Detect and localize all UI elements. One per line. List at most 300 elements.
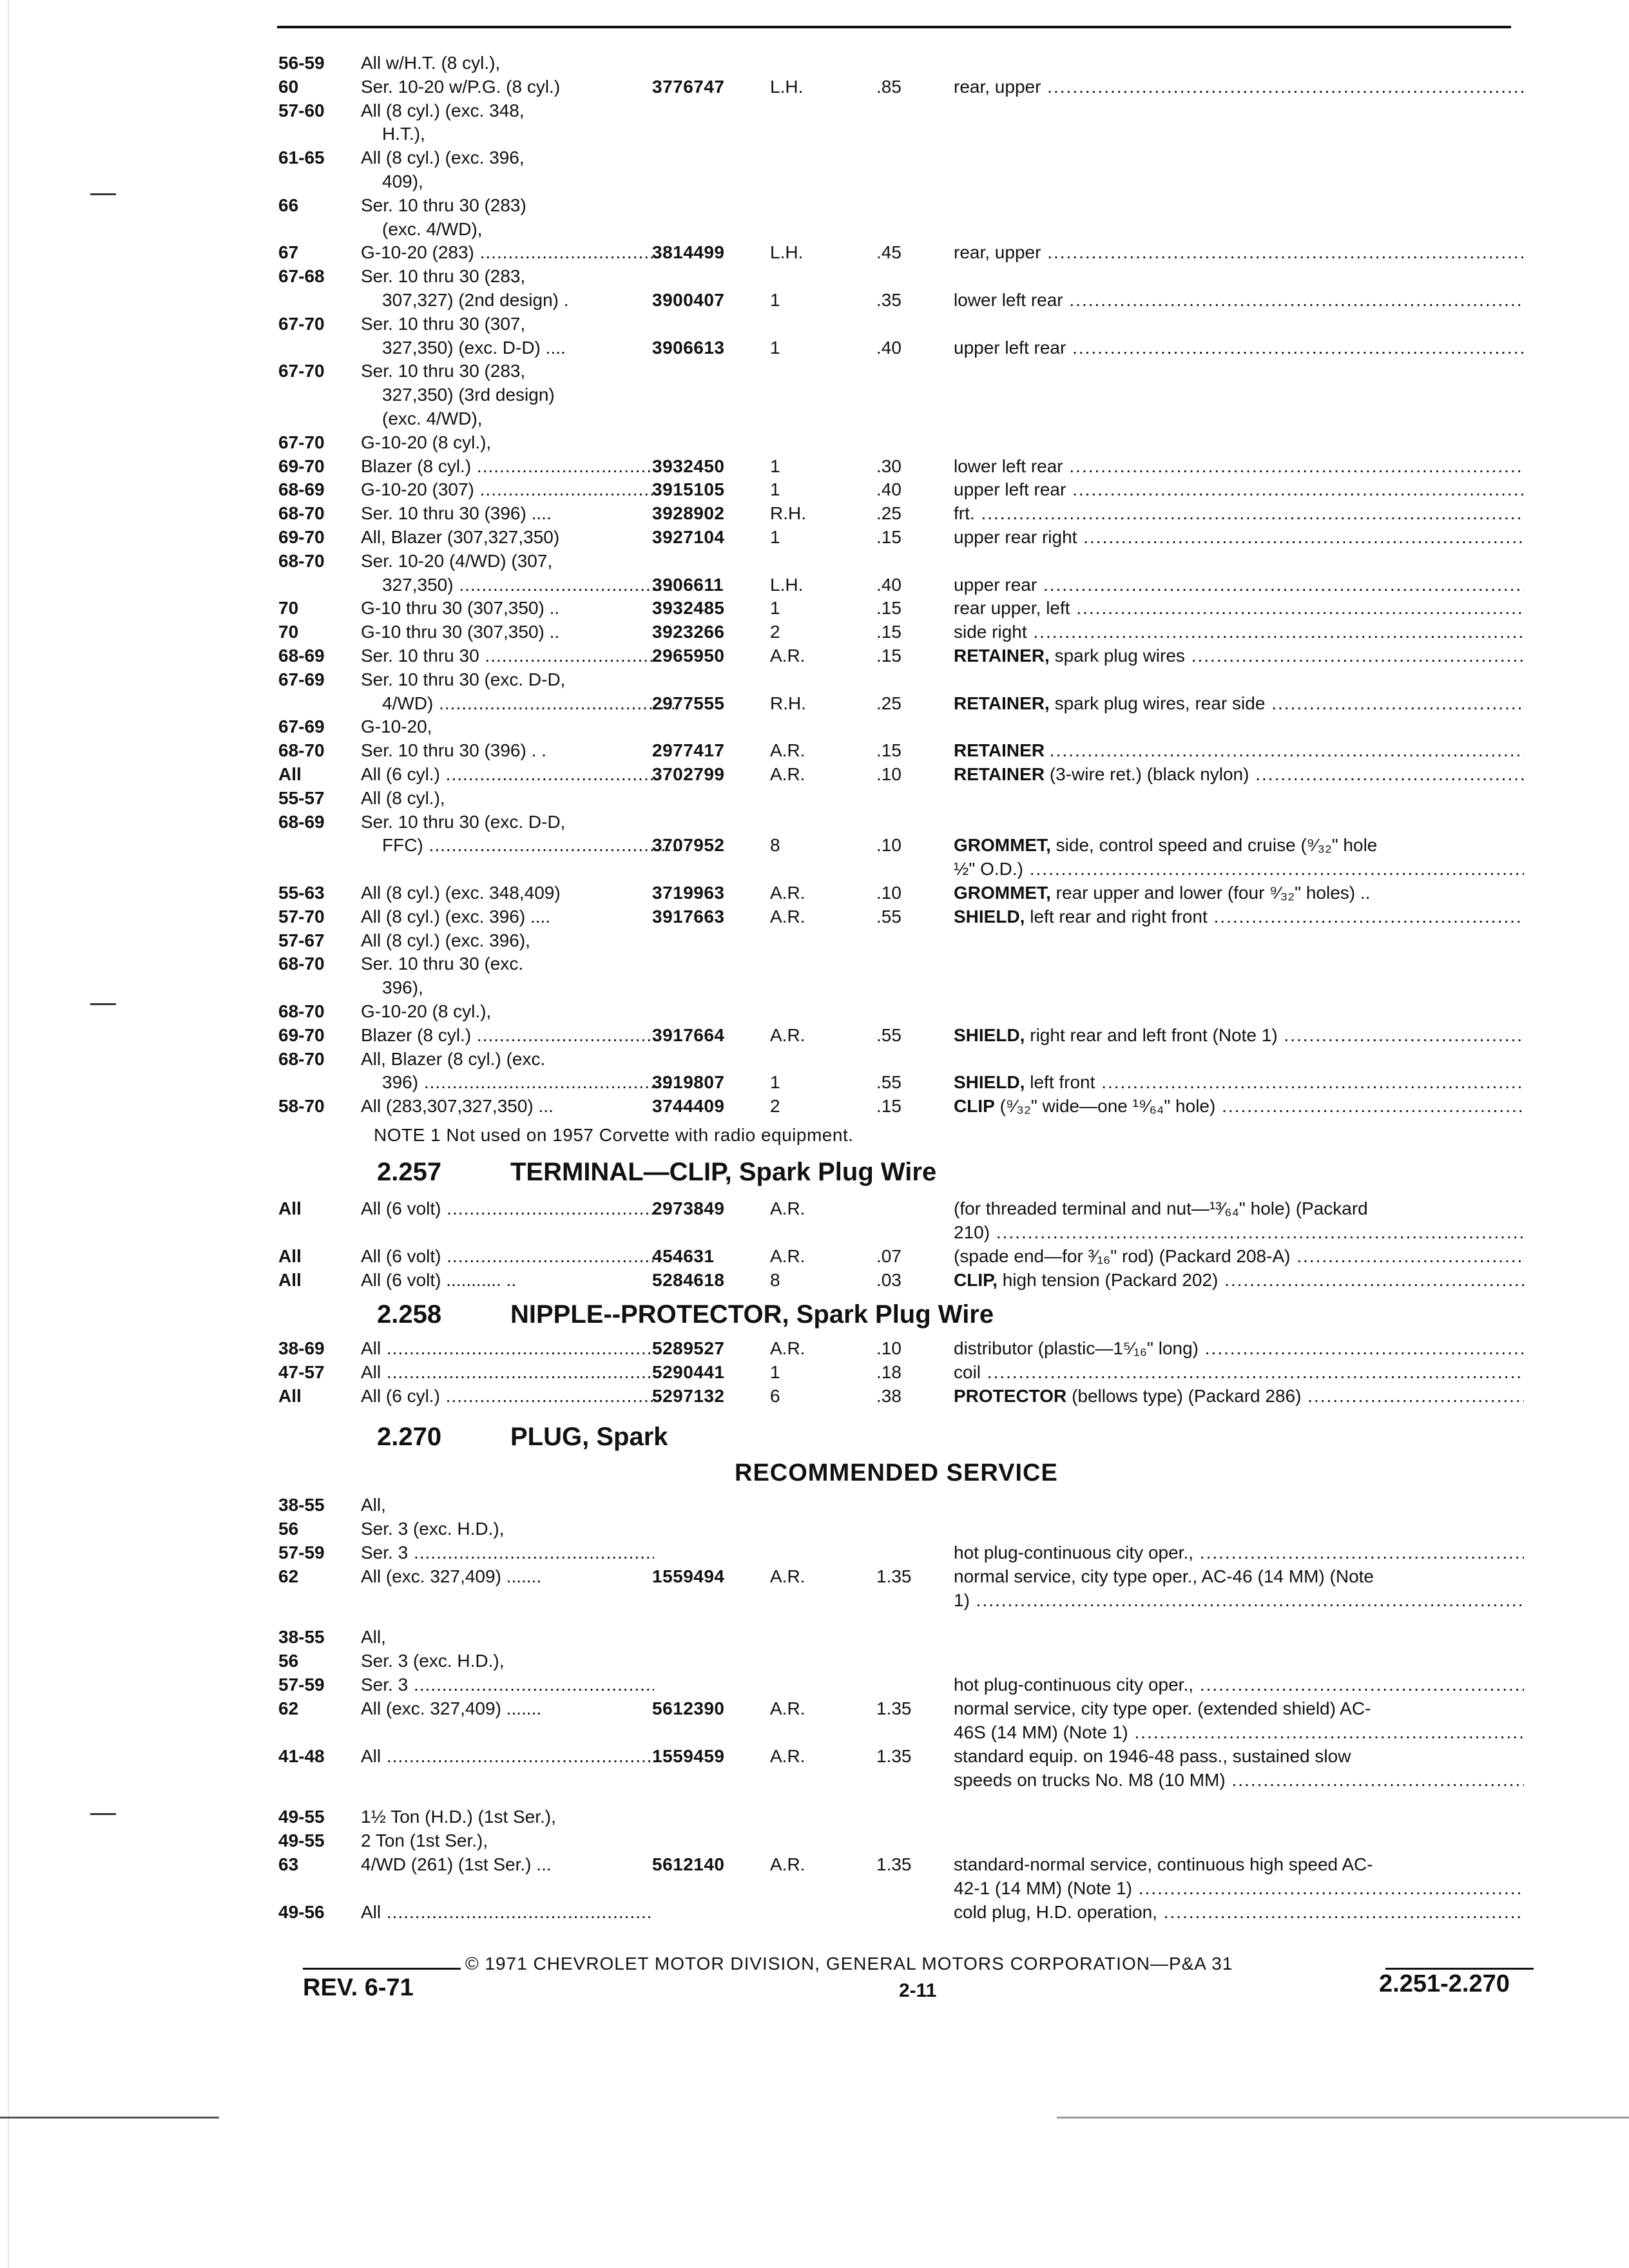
model-application: G-10 thru 30 (307,350) .. <box>361 622 560 642</box>
part-number: 5297132 <box>652 1386 725 1406</box>
model-application: G-10 thru 30 (307,350) .. <box>361 598 560 619</box>
model-application: Ser. 10-20 (4/WD) (307, <box>361 550 553 571</box>
part-number: 3702799 <box>652 764 725 784</box>
year-range: All <box>278 1386 302 1406</box>
list-price: .15 <box>876 740 901 761</box>
year-range: 63 <box>278 1854 299 1874</box>
quantity: 2 <box>770 1096 780 1117</box>
table-row <box>0 1541 1629 1564</box>
model-application: All, <box>361 1495 386 1515</box>
description-text: rear, upper <box>954 242 1041 263</box>
part-description <box>954 502 1524 525</box>
model-application: G-10-20 (283) ..... <box>361 241 654 264</box>
year-range: 70 <box>278 598 299 619</box>
quantity: 1 <box>770 456 780 476</box>
part-name: GROMMET, <box>954 883 1051 903</box>
description-text: rear upper, left <box>954 598 1070 619</box>
quantity: 1 <box>770 598 780 619</box>
table-row <box>0 1649 1629 1673</box>
model-application: All (8 cyl.) (exc. 396), <box>361 930 530 950</box>
section-2-257-number: 2.257 <box>377 1158 442 1186</box>
model-application: Ser. 3 (exc. H.D.), <box>361 1519 505 1539</box>
quantity: A.R. <box>770 646 805 666</box>
part-name: CLIP, <box>954 1270 998 1290</box>
list-price: .40 <box>876 337 901 358</box>
table-row <box>0 881 1629 905</box>
list-price: .10 <box>876 883 901 903</box>
year-range: 68-70 <box>278 740 325 761</box>
quantity: 1 <box>770 479 780 500</box>
model-application: Ser. 10-20 w/P.G. (8 cyl.) <box>361 76 561 97</box>
model-application: All (6 cyl.) ..... <box>361 1385 654 1408</box>
recommended-service-heading: RECOMMENDED SERVICE <box>735 1459 1058 1486</box>
model-application: All ..... <box>361 1901 654 1924</box>
section-2-258-number: 2.258 <box>377 1300 442 1329</box>
table-row <box>0 1673 1629 1696</box>
part-description <box>954 1589 1524 1612</box>
section-2-257-title: TERMINAL—CLIP, Spark Plug Wire <box>510 1158 937 1186</box>
table-row <box>0 526 1629 549</box>
model-application: 327,350) (3rd design) <box>382 385 555 405</box>
year-range: 67 <box>278 242 299 263</box>
footer-page-number: 2-11 <box>899 1980 937 2001</box>
table-row <box>0 550 1629 573</box>
part-description <box>954 1245 1524 1268</box>
part-description <box>954 1901 1524 1924</box>
part-number: 3923266 <box>652 622 725 642</box>
year-range: 57-59 <box>278 1675 325 1695</box>
part-description <box>954 1361 1524 1384</box>
part-name: PROTECTOR <box>954 1386 1067 1406</box>
year-range: 49-56 <box>278 1902 325 1922</box>
quantity: A.R. <box>770 1698 805 1718</box>
table-row <box>0 75 1629 99</box>
year-range: 68-70 <box>278 1048 325 1069</box>
part-number: 5612140 <box>652 1854 725 1874</box>
part-description <box>954 1024 1524 1047</box>
list-price: 1.35 <box>876 1854 912 1874</box>
table-row <box>0 668 1629 691</box>
year-range: All <box>278 764 302 784</box>
description-text: hot plug-continuous city oper., <box>954 1542 1194 1562</box>
model-application: Ser. 3 ..... <box>361 1673 654 1696</box>
year-range: 56 <box>278 1519 299 1539</box>
table-row <box>0 952 1629 975</box>
year-range: 68-70 <box>278 503 325 524</box>
part-description <box>954 1769 1524 1792</box>
quantity: 6 <box>770 1386 780 1406</box>
part-name: CLIP <box>954 1096 995 1117</box>
part-name: GROMMET, <box>954 835 1051 856</box>
quantity: A.R. <box>770 740 805 761</box>
list-price: .40 <box>876 574 901 595</box>
model-application: G-10-20 (307) ..... <box>361 478 654 501</box>
year-range: 66 <box>278 195 299 215</box>
table-row <box>0 929 1629 952</box>
part-description <box>954 644 1524 668</box>
model-application: All (8 cyl.) (exc. 348, <box>361 100 525 120</box>
model-application: 327,350) ..... <box>382 573 675 597</box>
table-row <box>0 787 1629 810</box>
model-application: 4/WD (261) (1st Ser.) ... <box>361 1854 552 1874</box>
model-application: All (8 cyl.) (exc. 396, <box>361 148 525 168</box>
year-range: 70 <box>278 622 299 642</box>
table-row <box>0 194 1629 217</box>
description-text: cold plug, H.D. operation, <box>954 1902 1157 1922</box>
part-number: 3719963 <box>652 883 725 903</box>
part-description <box>954 1853 1524 1876</box>
list-price: .45 <box>876 242 901 263</box>
part-description <box>954 1221 1524 1244</box>
description-text: ½" O.D.) <box>954 859 1023 879</box>
list-price: .10 <box>876 1338 901 1358</box>
table-row <box>0 502 1629 525</box>
part-description <box>954 597 1524 620</box>
quantity: L.H. <box>770 76 804 97</box>
list-price: .25 <box>876 693 901 713</box>
part-number: 1559494 <box>652 1566 725 1586</box>
table-row <box>0 1024 1629 1047</box>
list-price: .03 <box>876 1270 901 1290</box>
list-price: 1.35 <box>876 1746 912 1766</box>
table-row <box>0 715 1629 738</box>
top-rule <box>277 26 1511 28</box>
quantity: 1 <box>770 337 780 358</box>
description-text: normal service, city type oper. (extended shield) AC- <box>954 1698 1371 1718</box>
table-row <box>0 360 1629 383</box>
list-price: .38 <box>876 1386 901 1406</box>
quantity: A.R. <box>770 1854 805 1874</box>
quantity: A.R. <box>770 1566 805 1586</box>
model-application: Ser. 10 thru 30 (exc. <box>361 954 524 974</box>
table-row <box>0 99 1629 122</box>
section-2-270-number: 2.270 <box>377 1423 442 1451</box>
year-range: 68-70 <box>278 1001 325 1021</box>
year-range: 56-59 <box>278 53 325 73</box>
year-range: 68-70 <box>278 550 325 571</box>
list-price: .15 <box>876 646 901 666</box>
model-application: Ser. 3 (exc. H.D.), <box>361 1651 505 1671</box>
year-range: 38-69 <box>278 1338 325 1358</box>
model-application: 409), <box>382 171 423 191</box>
model-application: Ser. 10 thru 30 (283) <box>361 195 526 215</box>
quantity: R.H. <box>770 503 806 524</box>
quantity: A.R. <box>770 1246 805 1266</box>
model-application: Ser. 10 thru 30 (exc. D-D, <box>361 669 566 689</box>
description-text: 210) <box>954 1222 990 1242</box>
part-description <box>954 289 1524 312</box>
description-text: normal service, city type oper., AC-46 (14 MM) (Note <box>954 1566 1374 1586</box>
year-range: 61-65 <box>278 148 325 168</box>
description-text: speeds on trucks No. M8 (10 MM) <box>954 1770 1226 1790</box>
list-price: .15 <box>876 622 901 642</box>
part-description <box>954 1269 1524 1292</box>
note-1: NOTE 1 Not used on 1957 Corvette with radio equipment. <box>374 1125 854 1145</box>
year-range: 57-70 <box>278 906 325 927</box>
model-application: (exc. 4/WD), <box>382 218 483 239</box>
table-row <box>0 763 1629 786</box>
part-number: 1559459 <box>652 1746 725 1766</box>
part-number: 2977555 <box>652 693 725 713</box>
table-row <box>0 1721 1629 1744</box>
year-range: 67-69 <box>278 716 325 737</box>
part-description <box>954 881 1524 905</box>
table-row <box>0 905 1629 928</box>
table-row <box>0 1494 1629 1517</box>
part-number: 3906611 <box>652 574 724 595</box>
part-name: SHIELD, <box>954 906 1025 927</box>
part-description <box>954 1337 1524 1360</box>
description-text: upper left rear <box>954 337 1066 358</box>
table-row <box>0 52 1629 75</box>
part-number: 3927104 <box>652 527 725 547</box>
part-name: RETAINER <box>954 740 1045 761</box>
part-number: 3906613 <box>652 337 725 358</box>
part-description <box>954 1877 1524 1900</box>
part-description <box>954 1541 1524 1564</box>
description-text: left front <box>1030 1072 1095 1093</box>
part-description <box>954 1197 1524 1220</box>
part-number: 454631 <box>652 1246 715 1266</box>
table-row <box>0 265 1629 288</box>
description-text: rear, upper <box>954 76 1041 97</box>
part-name: RETAINER, <box>954 693 1050 713</box>
model-application: All (6 volt) ..... <box>361 1197 654 1220</box>
description-text: lower left rear <box>954 290 1063 310</box>
year-range: 57-59 <box>278 1542 325 1562</box>
description-text: (⁹⁄₃₂" wide—one ¹⁹⁄₆₄" hole) <box>999 1096 1216 1117</box>
model-application: FFC) ..... <box>382 834 675 857</box>
year-range: 68-69 <box>278 646 325 666</box>
year-range: 62 <box>278 1698 299 1718</box>
part-number: 3707952 <box>652 835 725 856</box>
bottom-rule-left <box>0 2117 219 2119</box>
description-text: left rear and right front <box>1030 906 1208 927</box>
year-range: 67-69 <box>278 669 325 689</box>
table-row <box>0 1901 1629 1924</box>
table-row <box>0 1697 1629 1720</box>
year-range: All <box>278 1270 302 1290</box>
year-range: 67-70 <box>278 361 325 381</box>
part-description <box>954 75 1524 99</box>
quantity: 1 <box>770 1072 780 1093</box>
table-row <box>0 336 1629 360</box>
table-row <box>0 1829 1629 1852</box>
year-range: 69-70 <box>278 527 325 547</box>
table-row <box>0 1245 1629 1268</box>
part-description <box>954 241 1524 264</box>
year-range: 55-57 <box>278 787 325 808</box>
part-description <box>954 620 1524 644</box>
table-row <box>0 1048 1629 1071</box>
part-number: 3744409 <box>652 1096 725 1117</box>
list-price: .15 <box>876 598 901 619</box>
part-description <box>954 739 1524 762</box>
description-text: side right <box>954 622 1027 642</box>
model-application: H.T.), <box>382 124 425 144</box>
model-application: Ser. 10 thru 30 ..... <box>361 644 654 668</box>
table-row <box>0 811 1629 834</box>
model-application: 396) ..... <box>382 1071 675 1094</box>
part-description <box>954 478 1524 501</box>
year-range: 68-69 <box>278 811 325 832</box>
part-description <box>954 526 1524 549</box>
table-row <box>0 1337 1629 1360</box>
year-range: 68-69 <box>278 479 325 500</box>
quantity: 2 <box>770 622 780 642</box>
year-range: 67-70 <box>278 432 325 452</box>
table-row <box>0 597 1629 620</box>
part-description <box>954 1745 1524 1768</box>
bottom-rule-right <box>1057 2117 1629 2119</box>
description-text: hot plug-continuous city oper., <box>954 1675 1194 1695</box>
table-row <box>0 834 1629 857</box>
list-price: 1.35 <box>876 1698 912 1718</box>
table-row <box>0 407 1629 430</box>
part-number: 3917664 <box>652 1024 725 1045</box>
description-text: rear upper and lower (four ⁹⁄₃₂" holes) .. <box>1055 883 1371 903</box>
model-application: 327,350) (exc. D-D) .... <box>382 337 566 358</box>
part-description <box>954 905 1524 928</box>
description-text: coil <box>954 1362 981 1382</box>
year-range: 58-70 <box>278 1096 325 1117</box>
model-application: 4/WD) ..... <box>382 692 675 715</box>
year-range: 49-55 <box>278 1831 325 1850</box>
description-text: frt. <box>954 503 975 524</box>
model-application: G-10-20, <box>361 716 432 737</box>
model-application: (exc. 4/WD), <box>382 408 483 428</box>
quantity: 8 <box>770 835 780 856</box>
part-number: 2973849 <box>652 1198 725 1218</box>
model-application: All ..... <box>361 1745 654 1768</box>
part-description <box>954 455 1524 478</box>
model-application: All ..... <box>361 1337 654 1360</box>
model-application: Blazer (8 cyl.) ..... <box>361 455 654 478</box>
quantity: A.R. <box>770 1024 805 1045</box>
model-application: All (6 volt) ........... .. <box>361 1270 517 1290</box>
table-row <box>0 1805 1629 1829</box>
quantity: 1 <box>770 290 780 310</box>
part-description <box>954 858 1524 881</box>
year-range: 62 <box>278 1566 299 1586</box>
model-application: Ser. 10 thru 30 (exc. D-D, <box>361 811 566 832</box>
list-price: .55 <box>876 1072 901 1093</box>
description-text: upper left rear <box>954 479 1066 500</box>
description-text: high tension (Packard 202) <box>1002 1270 1219 1290</box>
model-application: All, Blazer (8 cyl.) (exc. <box>361 1048 546 1069</box>
part-number: 3928902 <box>652 503 725 524</box>
model-application: All (6 volt) ..... <box>361 1245 654 1268</box>
part-description <box>954 573 1524 597</box>
description-text: (3-wire ret.) (black nylon) <box>1049 764 1249 784</box>
table-row <box>0 431 1629 454</box>
table-row <box>0 858 1629 881</box>
model-application: All, <box>361 1627 386 1647</box>
quantity: A.R. <box>770 764 805 784</box>
model-application: 1½ Ton (H.D.) (1st Ser.), <box>361 1807 556 1827</box>
footer-group-range: 2.251-2.270 <box>1379 1970 1510 1997</box>
part-description <box>954 1565 1524 1588</box>
description-text: upper rear right <box>954 527 1077 547</box>
quantity: L.H. <box>770 242 804 263</box>
model-application: 396), <box>382 977 423 998</box>
quantity: 1 <box>770 1362 780 1382</box>
part-description <box>954 1095 1524 1118</box>
model-application: All (exc. 327,409) ....... <box>361 1566 542 1586</box>
year-range: 38-55 <box>278 1495 325 1515</box>
description-text: standard-normal service, continuous high speed AC- <box>954 1854 1373 1874</box>
description-text: 46S (14 MM) (Note 1) <box>954 1722 1128 1742</box>
table-row <box>0 218 1629 241</box>
model-application: G-10-20 (8 cyl.), <box>361 432 492 452</box>
year-range: 69-70 <box>278 456 325 476</box>
part-number: 3776747 <box>652 76 725 97</box>
part-name: RETAINER <box>954 764 1045 784</box>
part-name: SHIELD, <box>954 1072 1025 1093</box>
description-text: right rear and left front (Note 1) <box>1030 1024 1278 1045</box>
table-row <box>0 1361 1629 1384</box>
table-row <box>0 170 1629 193</box>
section-2-258-title: NIPPLE--PROTECTOR, Spark Plug Wire <box>510 1300 994 1329</box>
year-range: 69-70 <box>278 1024 325 1045</box>
table-row <box>0 455 1629 478</box>
description-text: side, control speed and cruise (⁹⁄₃₂" hole <box>1055 835 1378 856</box>
table-row <box>0 1071 1629 1094</box>
part-number: 2965950 <box>652 646 725 666</box>
list-price: .35 <box>876 290 901 310</box>
table-row <box>0 1000 1629 1023</box>
description-text: spark plug wires <box>1054 646 1185 666</box>
part-description <box>954 1385 1524 1408</box>
list-price: .15 <box>876 1096 901 1117</box>
model-application: All w/H.T. (8 cyl.), <box>361 53 501 73</box>
part-number: 5290441 <box>652 1362 725 1382</box>
table-row <box>0 1385 1629 1408</box>
description-text: 1) <box>954 1590 970 1610</box>
year-range: 41-48 <box>278 1746 325 1766</box>
description-text: spark plug wires, rear side <box>1054 693 1266 713</box>
quantity: L.H. <box>770 574 804 595</box>
list-price: .85 <box>876 76 901 97</box>
model-application: Ser. 10 thru 30 (396) .... <box>361 503 552 524</box>
table-row <box>0 1221 1629 1244</box>
table-row <box>0 1517 1629 1541</box>
model-application: 307,327) (2nd design) . <box>382 290 569 310</box>
table-row <box>0 383 1629 407</box>
footer-revision: REV. 6-71 <box>303 1974 414 2001</box>
table-row <box>0 122 1629 146</box>
model-application: All (6 cyl.) ..... <box>361 763 654 786</box>
year-range: 47-57 <box>278 1362 325 1382</box>
year-range: All <box>278 1198 302 1218</box>
table-row <box>0 1565 1629 1588</box>
model-application: Ser. 3 ..... <box>361 1541 654 1564</box>
model-application: All (8 cyl.) (exc. 348,409) <box>361 883 561 903</box>
quantity: R.H. <box>770 693 806 713</box>
description-text: (for threaded terminal and nut—¹³⁄₆₄" hole) (Packard <box>954 1198 1368 1218</box>
section-2-270-title: PLUG, Spark <box>510 1423 668 1451</box>
table-row <box>0 573 1629 597</box>
part-number: 5612390 <box>652 1698 725 1718</box>
table-row <box>0 1095 1629 1118</box>
table-row <box>0 620 1629 644</box>
part-number: 3917663 <box>652 906 725 927</box>
year-range: 55-63 <box>278 883 325 903</box>
year-range: 67-70 <box>278 313 325 334</box>
model-application: All (8 cyl.), <box>361 787 445 808</box>
description-text: lower left rear <box>954 456 1063 476</box>
part-description <box>954 1071 1524 1094</box>
